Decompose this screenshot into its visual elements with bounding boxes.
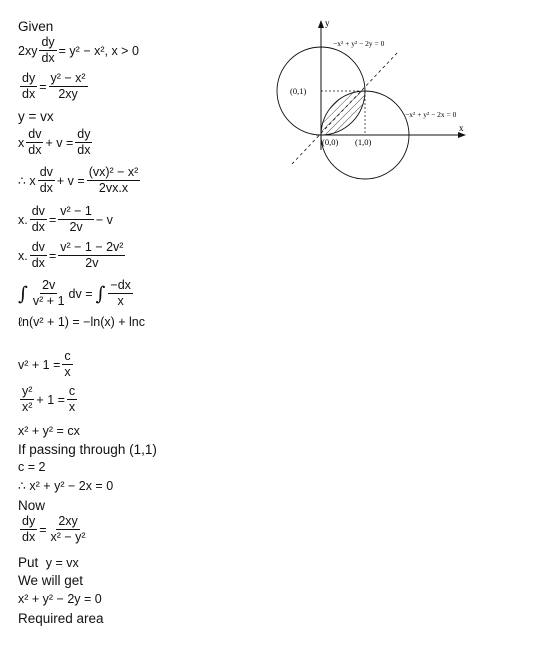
- given-text: Given: [18, 19, 54, 34]
- we-will-get-text: We will get: [18, 573, 84, 588]
- now-text: Now: [18, 498, 46, 513]
- equation-9: ℓn(v² + 1) = −ln(x) + lnc: [18, 315, 146, 329]
- equation-10: v² + 1 = $\frac{c}{x}$: [18, 349, 71, 380]
- put-line: Put y = vx: [18, 555, 79, 570]
- x-axis-label: x: [459, 123, 464, 133]
- point-1-0: (1,0): [355, 137, 372, 147]
- equation-3: y = vx: [18, 109, 54, 124]
- equation-17: x² + y² − 2y = 0: [18, 592, 102, 606]
- equation-11: $\frac{\text{y²}}{\text{x²}}$ + 1 = $\frac{c}{x}$: [22, 384, 76, 415]
- label-circle-top: −x² + y² − 2y = 0: [333, 39, 385, 48]
- eq1-lhs: 2xy: [18, 43, 38, 58]
- equation-8: ∫ $\frac{2v}{\text{v² + 1}}$ dv = ∫ $\frac{-dx}{x}$: [18, 278, 131, 309]
- y-axis-label: y: [325, 18, 330, 28]
- point-0-1: (0,1): [290, 86, 307, 96]
- if-passing-text: If passing through (1,1): [18, 442, 157, 457]
- equation-15: $\frac{dy}{dx}$ = $\frac{2xy}{\text{x² − y²}}$: [22, 514, 86, 545]
- equation-5: ∴ x $\frac{dv}{dx}$ + v = $\frac{\text{(vx)² − x²}}{2vx.x}$: [18, 165, 139, 196]
- circles-diagram: [270, 12, 475, 187]
- equation-14: ∴ x² + y² − 2x = 0: [18, 479, 114, 493]
- equation-4: x $\frac{dv}{dx}$ + v = $\frac{dy}{dx}$: [18, 127, 91, 158]
- eq1-dydx: $\frac{dy}{dx}$: [41, 35, 55, 66]
- equation-7: x. $\frac{dv}{dx}$ = $\frac{\text{v² − 1 − 2v²}}{2v}$: [18, 240, 124, 271]
- point-0-0: (0,0): [322, 137, 339, 147]
- equation-13: c = 2: [18, 460, 46, 474]
- equation-2: $\frac{dy}{dx}$ = $\frac{\text{y² − x²}}{2xy}$: [22, 71, 86, 102]
- required-area-text: Required area: [18, 611, 104, 626]
- y-axis-arrow: [318, 20, 324, 28]
- label-circle-right: −x² + y² − 2x = 0: [405, 110, 457, 119]
- equation-6: x. $\frac{dv}{dx}$ = $\frac{\text{v² − 1}}{2v}$ − v: [18, 204, 113, 235]
- eq1-rhs: = y² − x², x > 0: [58, 43, 139, 58]
- equation-12: x² + y² = cx: [18, 424, 80, 438]
- equation-1: [18, 36, 139, 65]
